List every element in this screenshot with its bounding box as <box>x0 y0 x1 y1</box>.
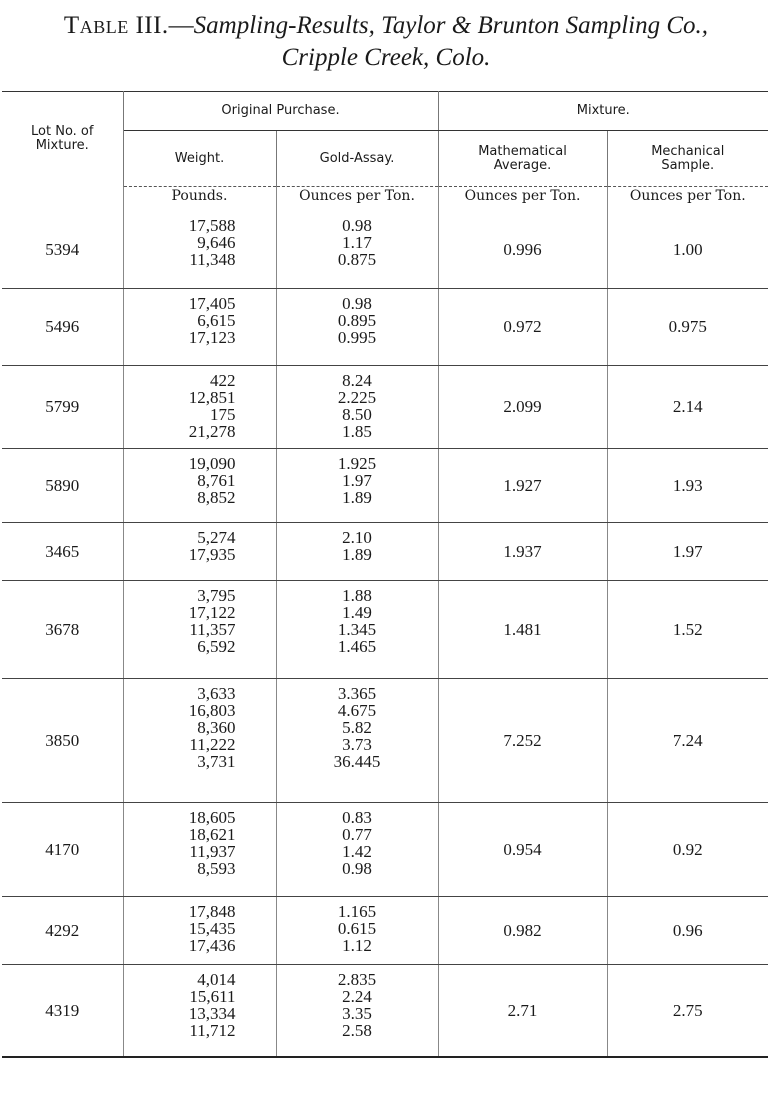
weights-cell <box>123 802 276 896</box>
mathematical-average-value: 0.972 <box>438 288 607 365</box>
assay-value: 3.35 <box>342 1003 372 1023</box>
header-mathematical-average: Mathematical Average. <box>438 131 607 187</box>
assay-value: 0.98 <box>342 858 372 878</box>
header-weight: Weight. <box>123 131 276 187</box>
assay-value: 2.58 <box>342 1020 372 1040</box>
weight-value: 21,278 <box>188 421 236 441</box>
lot-number: 5890 <box>2 448 123 522</box>
mathematical-average-value: 0.996 <box>438 211 607 288</box>
mechanical-sample-value: 0.975 <box>607 288 768 365</box>
header-gold-assay: Gold-Assay. <box>276 131 438 187</box>
assays-cell <box>276 288 438 365</box>
weights-cell <box>123 678 276 802</box>
assays-cell <box>276 365 438 448</box>
table-row <box>2 896 768 964</box>
weight-value: 3,633 <box>197 683 236 703</box>
assays-cell <box>276 802 438 896</box>
assay-value: 1.165 <box>337 901 377 921</box>
weight-value: 6,592 <box>197 636 236 656</box>
assays-cell <box>276 448 438 522</box>
units-assay: Ounces per Ton. <box>276 187 438 212</box>
table-row <box>2 211 768 288</box>
mechanical-sample-value: 7.24 <box>607 678 768 802</box>
mechanical-sample-value: 0.92 <box>607 802 768 896</box>
assay-value: 1.89 <box>342 487 372 507</box>
weight-value: 11,937 <box>189 841 236 861</box>
weight-value: 8,761 <box>197 470 236 490</box>
header-mechanical-sample: Mechanical Sample. <box>607 131 768 187</box>
assay-value: 1.12 <box>342 935 372 955</box>
units-row <box>2 187 768 212</box>
weights-cell <box>123 211 276 288</box>
assay-value: 0.895 <box>337 310 377 330</box>
assay-value: 0.875 <box>337 250 377 269</box>
weight-value: 17,848 <box>188 901 236 921</box>
units-average: Ounces per Ton. <box>438 187 607 212</box>
mathematical-average-value: 2.71 <box>438 964 607 1057</box>
weight-value: 17,588 <box>188 216 236 235</box>
assays-cell <box>276 522 438 580</box>
weight-value: 8,593 <box>197 858 236 878</box>
units-mechanical: Ounces per Ton. <box>629 188 746 204</box>
mathematical-average-value: 0.954 <box>438 802 607 896</box>
table-row <box>2 448 768 522</box>
table-row <box>2 802 768 896</box>
table-row <box>2 964 768 1057</box>
weight-value: 6,615 <box>197 310 236 330</box>
assays-cell <box>276 211 438 288</box>
lot-number: 4170 <box>2 802 123 896</box>
assay-value: 1.97 <box>342 470 372 490</box>
assay-value: 1.17 <box>342 233 372 252</box>
assay-value: 1.42 <box>342 841 372 861</box>
mechanical-sample-value: 2.14 <box>607 365 768 448</box>
weight-value: 4,014 <box>197 969 236 989</box>
table-row <box>2 365 768 448</box>
table-row <box>2 580 768 678</box>
assay-value: 1.925 <box>337 453 377 473</box>
assay-value: 0.83 <box>342 807 372 827</box>
weight-value: 12,851 <box>188 387 236 407</box>
mathematical-average-value: 0.982 <box>438 896 607 964</box>
weight-value: 175 <box>210 404 236 424</box>
title-line-2 <box>0 42 772 74</box>
mathematical-average-value: 7.252 <box>438 678 607 802</box>
table-title <box>0 10 772 74</box>
assay-value: 1.85 <box>342 421 372 441</box>
mechanical-sample-value: 1.93 <box>607 448 768 522</box>
header-lot-no: Lot No. of Mixture. <box>2 92 123 187</box>
weights-cell <box>123 288 276 365</box>
weight-value: 11,712 <box>189 1020 236 1040</box>
lot-number: 5496 <box>2 288 123 365</box>
table-row <box>2 678 768 802</box>
assay-value: 5.82 <box>342 717 372 737</box>
title-line-1 <box>0 10 772 42</box>
table-row <box>2 522 768 580</box>
assay-value: 4.675 <box>337 700 377 720</box>
table-body <box>2 187 768 1058</box>
assay-value: 1.465 <box>337 636 377 656</box>
assay-value: 0.615 <box>337 918 377 938</box>
title-caption-line-1: Sampling-Results, Taylor & Brunton Sampling Co., <box>193 12 709 39</box>
assay-value: 36.445 <box>333 751 381 771</box>
assay-value: 0.98 <box>342 293 372 313</box>
header-original-purchase: Original Purchase. <box>123 92 438 131</box>
assay-value: 3.73 <box>342 734 372 754</box>
assay-value: 2.225 <box>337 387 377 407</box>
assays-cell <box>276 678 438 802</box>
assays-cell <box>276 580 438 678</box>
weight-value: 9,646 <box>197 233 236 252</box>
weight-value: 17,122 <box>188 602 236 622</box>
assay-value: 0.77 <box>342 824 372 844</box>
weights-cell <box>123 448 276 522</box>
weight-value: 5,274 <box>197 527 236 547</box>
mechanical-sample-value: 0.96 <box>607 896 768 964</box>
mathematical-average-value: 1.927 <box>438 448 607 522</box>
lot-number: 3678 <box>2 580 123 678</box>
assay-value: 3.365 <box>337 683 377 703</box>
assay-value: 8.24 <box>342 370 372 390</box>
assay-value: 2.24 <box>342 986 372 1006</box>
weight-value: 17,935 <box>188 544 236 564</box>
mechanical-sample-value: 1.97 <box>607 522 768 580</box>
mechanical-sample-value: 1.00 <box>607 211 768 288</box>
weight-value: 11,222 <box>189 734 236 754</box>
sampling-results-table <box>2 91 768 1058</box>
weight-value: 3,731 <box>197 751 236 771</box>
assay-value: 2.835 <box>337 969 377 989</box>
weight-value: 11,348 <box>189 250 236 269</box>
assay-value: 0.98 <box>342 216 372 235</box>
weight-value: 13,334 <box>188 1003 236 1023</box>
weight-value: 11,357 <box>189 619 236 639</box>
weight-value: 15,435 <box>188 918 236 938</box>
lot-number: 4292 <box>2 896 123 964</box>
weight-value: 8,360 <box>197 717 236 737</box>
mathematical-average-value: 1.481 <box>438 580 607 678</box>
weights-cell <box>123 580 276 678</box>
title-dash: — <box>168 12 194 39</box>
units-lot-blank <box>2 187 123 212</box>
weight-value: 15,611 <box>189 986 236 1006</box>
assay-value: 8.50 <box>342 404 372 424</box>
lot-number: 3850 <box>2 678 123 802</box>
assay-value: 1.88 <box>342 585 372 605</box>
table-row <box>2 288 768 365</box>
mathematical-average-value: 2.099 <box>438 365 607 448</box>
weight-value: 8,852 <box>197 487 236 507</box>
mathematical-average-value: 1.937 <box>438 522 607 580</box>
mechanical-sample-value: 1.52 <box>607 580 768 678</box>
assay-value: 0.995 <box>337 327 377 347</box>
mechanical-sample-value: 2.75 <box>607 964 768 1057</box>
weights-cell <box>123 964 276 1057</box>
assay-value: 1.89 <box>342 544 372 564</box>
units-weight: Pounds. <box>123 187 276 212</box>
weight-value: 3,795 <box>197 585 236 605</box>
weights-cell <box>123 365 276 448</box>
header-mixture: Mixture. <box>438 92 768 131</box>
title-caption-line-2: Cripple Creek, Colo. <box>281 44 491 71</box>
weights-cell <box>123 522 276 580</box>
weight-value: 19,090 <box>188 453 236 473</box>
weight-value: 17,436 <box>188 935 236 955</box>
lot-number: 5799 <box>2 365 123 448</box>
weights-cell <box>123 896 276 964</box>
weight-value: 17,405 <box>188 293 236 313</box>
assays-cell <box>276 896 438 964</box>
assay-value: 2.10 <box>342 527 372 547</box>
weight-value: 18,621 <box>188 824 236 844</box>
weight-value: 17,123 <box>188 327 236 347</box>
weight-value: 16,803 <box>188 700 236 720</box>
lot-number: 4319 <box>2 964 123 1057</box>
lot-number: 5394 <box>2 211 123 288</box>
assays-cell <box>276 964 438 1057</box>
table-label: Table III. <box>63 12 169 39</box>
lot-number: 3465 <box>2 522 123 580</box>
assay-value: 1.49 <box>342 602 372 622</box>
weight-value: 422 <box>210 370 236 390</box>
weight-value: 18,605 <box>188 807 236 827</box>
assay-value: 1.345 <box>337 619 377 639</box>
